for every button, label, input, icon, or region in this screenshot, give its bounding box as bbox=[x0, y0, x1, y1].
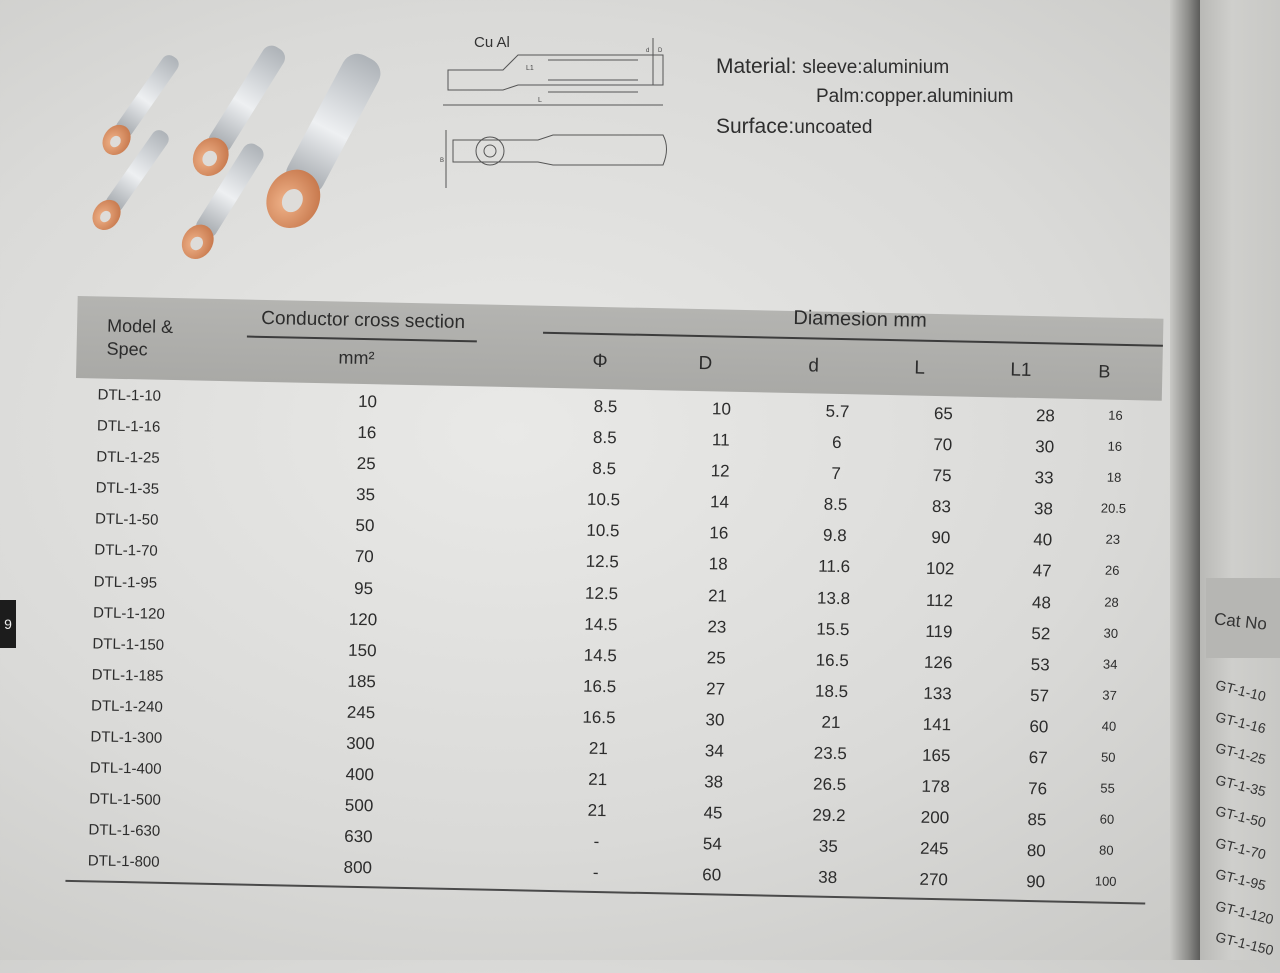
cell-phi: 8.5 bbox=[592, 459, 617, 479]
cell-d: 45 bbox=[703, 803, 723, 823]
cell-b: 80 bbox=[1098, 842, 1114, 859]
cell-d: 15.5 bbox=[816, 619, 850, 639]
cell-phi: 21 bbox=[588, 738, 608, 759]
cell-b: 40 bbox=[1101, 718, 1117, 734]
cell-b: 28 bbox=[1104, 594, 1119, 610]
cell-l1: 52 bbox=[1031, 623, 1051, 644]
cell-b: 23 bbox=[1105, 531, 1121, 548]
cell-d: 18 bbox=[708, 554, 728, 575]
svg-text:d: d bbox=[646, 48, 650, 54]
cell-l: 165 bbox=[921, 745, 951, 766]
cell-model: DTL-1-35 bbox=[95, 479, 160, 499]
cell-d: 34 bbox=[704, 741, 724, 761]
cell-l1: 33 bbox=[1034, 468, 1054, 488]
header-L: L bbox=[914, 357, 926, 379]
cell-d: 11.6 bbox=[818, 557, 851, 577]
cell-l: 112 bbox=[925, 590, 954, 610]
cell-l1: 57 bbox=[1029, 685, 1050, 706]
cell-mm: 10 bbox=[357, 391, 378, 412]
cell-mm: 120 bbox=[348, 609, 378, 629]
cell-phi: - bbox=[592, 863, 599, 883]
material-sleeve: sleeve:aluminium bbox=[802, 57, 950, 78]
cell-d: 35 bbox=[818, 836, 838, 857]
cell-d: 7 bbox=[831, 464, 842, 484]
cell-model: DTL-1-240 bbox=[90, 697, 163, 716]
cell-d: 23.5 bbox=[813, 743, 848, 764]
cell-l: 65 bbox=[933, 403, 954, 424]
cell-l1: 40 bbox=[1033, 530, 1053, 550]
surface-value: uncoated bbox=[794, 117, 873, 138]
cell-l1: 67 bbox=[1028, 748, 1048, 768]
header-d: d bbox=[808, 355, 820, 377]
cell-l1: 28 bbox=[1035, 406, 1056, 426]
cell-model: DTL-1-50 bbox=[94, 510, 159, 530]
adjacent-catno-item: GT-1-150 bbox=[1213, 928, 1276, 959]
cell-d: 30 bbox=[705, 710, 725, 730]
cell-mm: 50 bbox=[355, 516, 375, 536]
material-row bbox=[716, 56, 1013, 77]
cell-l: 83 bbox=[931, 497, 952, 517]
cell-mm: 16 bbox=[357, 422, 377, 443]
header-model-spec: Model & Spec bbox=[106, 315, 174, 359]
cell-mm: 35 bbox=[355, 485, 376, 505]
table-body bbox=[65, 386, 1165, 906]
cell-l: 200 bbox=[920, 807, 950, 828]
cell-phi: 16.5 bbox=[582, 676, 617, 697]
cell-l1: 30 bbox=[1035, 437, 1055, 457]
material-palm: Palm:copper.aluminium bbox=[816, 86, 1014, 107]
material-label: Material: bbox=[716, 55, 797, 78]
cell-d: 14 bbox=[709, 492, 730, 512]
cell-d: 18.5 bbox=[814, 681, 849, 702]
cell-phi: 14.5 bbox=[583, 645, 618, 666]
cell-b: 20.5 bbox=[1100, 500, 1127, 517]
cell-phi: 14.5 bbox=[584, 614, 618, 635]
cell-l: 119 bbox=[925, 621, 953, 642]
cu-al-label: Cu Al bbox=[474, 34, 510, 51]
cell-b: 16 bbox=[1107, 438, 1123, 454]
cell-d: 5.7 bbox=[825, 401, 850, 422]
cell-d: 29.2 bbox=[812, 805, 846, 826]
cell-l1: 38 bbox=[1033, 499, 1054, 519]
cell-d: 13.8 bbox=[816, 588, 851, 608]
cell-l: 102 bbox=[925, 559, 955, 579]
lug-dimension-drawing bbox=[438, 30, 673, 195]
cell-b: 100 bbox=[1094, 873, 1117, 890]
header-conductor: Conductor cross section bbox=[261, 307, 466, 334]
cell-model: DTL-1-630 bbox=[88, 821, 161, 841]
cell-b: 16 bbox=[1108, 407, 1123, 423]
cell-d: 38 bbox=[704, 772, 724, 792]
spec-table bbox=[65, 282, 1168, 925]
table-header-band bbox=[76, 296, 1163, 401]
cell-d: 12 bbox=[710, 461, 730, 481]
header-B: B bbox=[1098, 361, 1111, 382]
cell-l: 270 bbox=[919, 870, 949, 890]
cell-b: 18 bbox=[1106, 469, 1122, 486]
cell-model: DTL-1-400 bbox=[89, 759, 162, 778]
header-L1: L1 bbox=[1010, 359, 1032, 381]
cell-d: 10 bbox=[711, 399, 732, 419]
surface-row bbox=[716, 116, 1013, 137]
cell-model: DTL-1-800 bbox=[87, 852, 160, 872]
cell-b: 26 bbox=[1104, 563, 1120, 579]
cell-l1: 90 bbox=[1025, 872, 1046, 892]
cell-phi: - bbox=[593, 832, 600, 852]
svg-text:L1: L1 bbox=[526, 65, 534, 72]
header-D: D bbox=[698, 353, 713, 375]
cell-phi: 8.5 bbox=[592, 427, 617, 448]
cell-phi: 10.5 bbox=[586, 489, 621, 510]
cell-l: 141 bbox=[922, 714, 952, 735]
cell-l1: 85 bbox=[1027, 810, 1047, 830]
cell-model: DTL-1-185 bbox=[91, 666, 164, 685]
cell-mm: 400 bbox=[345, 764, 375, 785]
cell-phi: 12.5 bbox=[584, 583, 619, 603]
cell-l: 70 bbox=[933, 435, 953, 455]
cell-d: 25 bbox=[706, 648, 726, 668]
page-number-tab: 9 bbox=[0, 600, 16, 648]
cell-d: 6 bbox=[831, 432, 842, 453]
cell-phi: 21 bbox=[588, 769, 608, 790]
cell-model: DTL-1-500 bbox=[88, 790, 162, 810]
cell-mm: 95 bbox=[353, 578, 374, 598]
adjacent-catno-heading: Cat No bbox=[1213, 609, 1268, 634]
cell-l1: 53 bbox=[1030, 654, 1050, 675]
book-page-edge bbox=[1170, 0, 1200, 960]
cell-b: 30 bbox=[1103, 625, 1119, 641]
adjacent-catno-item: GT-1-10 bbox=[1213, 676, 1268, 705]
cell-model: DTL-1-120 bbox=[92, 604, 165, 623]
cell-d: 16 bbox=[709, 523, 729, 544]
cell-phi: 8.5 bbox=[593, 396, 618, 417]
cell-l1: 47 bbox=[1032, 561, 1052, 581]
cell-l1: 76 bbox=[1027, 779, 1048, 799]
cell-d: 16.5 bbox=[815, 650, 849, 670]
cell-mm: 500 bbox=[344, 795, 374, 816]
cell-model: DTL-1-10 bbox=[97, 386, 162, 405]
header-unit: mm² bbox=[338, 347, 375, 369]
cell-b: 60 bbox=[1099, 811, 1115, 828]
cell-l1: 48 bbox=[1031, 592, 1052, 613]
cell-d: 38 bbox=[818, 868, 838, 888]
cell-d: 54 bbox=[702, 834, 723, 854]
cell-model: DTL-1-25 bbox=[96, 448, 160, 467]
cell-model: DTL-1-300 bbox=[90, 728, 163, 747]
cell-mm: 70 bbox=[354, 547, 374, 567]
cell-phi: 12.5 bbox=[585, 552, 619, 572]
cell-d: 27 bbox=[705, 679, 726, 699]
svg-text:B: B bbox=[440, 158, 445, 164]
adjacent-catno-list bbox=[1213, 676, 1276, 960]
cell-b: 37 bbox=[1102, 687, 1117, 703]
cell-d: 8.5 bbox=[823, 494, 848, 515]
cell-model: DTL-1-150 bbox=[92, 635, 165, 654]
cell-l: 245 bbox=[919, 839, 949, 859]
cell-mm: 245 bbox=[346, 702, 376, 723]
cell-b: 50 bbox=[1100, 749, 1116, 765]
cell-model: DTL-1-16 bbox=[96, 417, 161, 436]
cable-lug-product-photo bbox=[90, 25, 420, 265]
cell-b: 34 bbox=[1102, 656, 1118, 672]
adjacent-catno-item: GT-1-120 bbox=[1213, 896, 1276, 927]
cell-d: 60 bbox=[702, 865, 722, 886]
cell-mm: 150 bbox=[347, 640, 377, 661]
cell-mm: 800 bbox=[343, 858, 373, 878]
cell-phi: 10.5 bbox=[586, 521, 620, 541]
cell-d: 26.5 bbox=[812, 774, 847, 795]
adjacent-catno-item: GT-1-95 bbox=[1213, 865, 1268, 894]
adjacent-catno-item: GT-1-25 bbox=[1213, 739, 1268, 768]
material-spec-block bbox=[716, 56, 1013, 137]
cell-d: 11 bbox=[711, 430, 730, 450]
svg-text:L: L bbox=[538, 97, 542, 104]
cell-l: 133 bbox=[923, 683, 952, 704]
adjacent-catno-item: GT-1-35 bbox=[1213, 770, 1268, 799]
cell-phi: 21 bbox=[587, 801, 607, 821]
cell-model: DTL-1-95 bbox=[93, 572, 158, 592]
cell-b: 55 bbox=[1100, 780, 1116, 796]
cell-d: 21 bbox=[821, 712, 841, 732]
cell-l: 90 bbox=[931, 528, 951, 548]
cell-l: 75 bbox=[932, 466, 952, 486]
cell-mm: 185 bbox=[347, 671, 377, 692]
cell-phi: 16.5 bbox=[582, 707, 616, 728]
cell-l1: 80 bbox=[1026, 841, 1046, 861]
cell-l1: 60 bbox=[1029, 716, 1049, 737]
header-dimension: Diamesion mm bbox=[793, 306, 927, 332]
surface-label: Surface: bbox=[716, 115, 795, 138]
cell-model: DTL-1-70 bbox=[94, 541, 158, 561]
svg-text:D: D bbox=[658, 48, 663, 54]
cell-d: 21 bbox=[707, 585, 728, 606]
header-phi: Φ bbox=[592, 350, 608, 373]
cell-mm: 630 bbox=[344, 827, 373, 847]
cell-l: 126 bbox=[923, 652, 953, 673]
adjacent-catno-item: GT-1-16 bbox=[1213, 707, 1268, 736]
cell-d: 23 bbox=[707, 616, 727, 637]
cell-l: 178 bbox=[921, 776, 951, 797]
cell-d: 9.8 bbox=[822, 526, 847, 546]
adjacent-catno-item: GT-1-50 bbox=[1213, 802, 1268, 831]
adjacent-catno-item: GT-1-70 bbox=[1213, 833, 1268, 862]
cell-mm: 25 bbox=[356, 454, 376, 474]
cell-mm: 300 bbox=[346, 733, 375, 754]
